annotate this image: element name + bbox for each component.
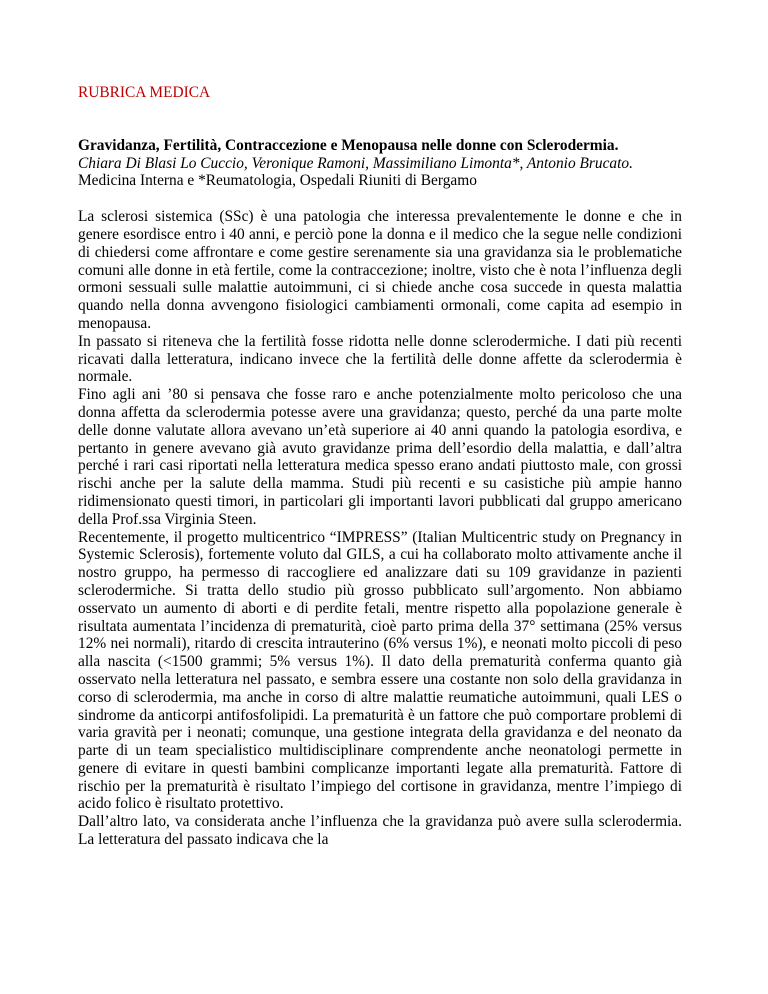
body-paragraph: In passato si riteneva che la fertilità fosse ridotta nelle donne sclerodermiche. I dati più recenti ricavati dalla letteratura, indicano invece che la fertilità delle donne affette da sclerodermia è normale.	[78, 332, 682, 386]
body-paragraph: Dall’altro lato, va considerata anche l’influenza che la gravidanza può avere sulla sclerodermia. La letteratura del passato indicava che la	[78, 813, 682, 849]
document-page	[78, 84, 682, 849]
rubric-heading: RUBRICA MEDICA	[78, 84, 211, 101]
article-body	[78, 208, 682, 849]
spacer	[78, 102, 682, 137]
body-paragraph: Fino agli ani ’80 si pensava che fosse raro e anche potenzialmente molto pericoloso che una donna affetta da sclerodermia potesse avere una gravidanza; questo, perché da una parte molte delle donne valutate allora avevano un’età superiore ai 40 anni quando la patologia esordiva, e pertanto in genere avevano già avuto gravidanze prima dell’esordio della malattia, e dall’altra perché i rari casi riportati nella letteratura medica spesso erano andati piuttosto male, con grossi rischi anche per la salute della mamma. Studi più recenti e su casistiche più ampie hanno ridimensionato questi timori, in particolari gli importanti lavori pubblicati dal gruppo americano della Prof.ssa Virginia Steen.	[78, 386, 682, 528]
spacer	[78, 190, 682, 208]
article-title: Gravidanza, Fertilità, Contraccezione e Menopausa nelle donne con Sclerodermia.	[78, 136, 619, 154]
body-paragraph: Recentemente, il progetto multicentrico “IMPRESS” (Italian Multicentric study on Pregnancy in Systemic Sclerosis), fortemente voluto dal GILS, a cui ha collaborato molto attivamente anche il nostro gruppo, ha permesso di raccogliere ed analizzare dati su 109 gravidanze in pazienti sclerodermiche. Si tratta dello studio più grosso pubblicato sull’argomento. Non abbiamo osservato un aumento di aborti e di perdite fetali, mentre rispetto alla popolazione generale è risultata aumentata l’incidenza di prematurità, cioè parto prima della 37° settimana (25% versus 12% nei normali), ritardo di crescita intrauterino (6% versus 1%), e neonati molto piccoli di peso alla nascita (<1500 grammi; 5% versus 1%). Il dato della prematurità conferma quanto già osservato nella letteratura nel passato, e sembra essere una costante non solo della gravidanza in corso di sclerodermia, ma anche in corso di altre malattie reumatiche autoimmuni, quali LES o sindrome da anticorpi antifosfolipidi. La prematurità è un fattore che può comportare problemi di varia gravità per i neonati; comunque, una gestione integrata della gravidanza e del neonato da parte di un team specialistico multidisciplinare comprendente anche neonatologi permette in genere di evitare in questi bambini complicanze importanti legate alla prematurità. Fattore di rischio per la prematurità è risultato l’impiego del cortisone in gravidanza, mentre l’impiego di acido folico è risultato protettivo.	[78, 528, 682, 813]
article-authors: Chiara Di Blasi Lo Cuccio, Veronique Ramoni, Massimiliano Limonta*, Antonio Brucato.	[78, 154, 633, 172]
body-paragraph: La sclerosi sistemica (SSc) è una patologia che interessa prevalentemente le donne e che in genere esordisce entro i 40 anni, e perciò pone la donna e il medico che la segue nelle condizioni di chiedersi come affrontare e come gestire serenamente sia una gravidanza sia le problematiche comuni alle donne in età fertile, come la contraccezione; inoltre, visto che è nota l’influenza degli ormoni sessuali sulle malattie autoimmuni, ci si chiede anche cosa succede in questa malattia quando nella donna avvengono fisiologici cambiamenti ormonali, come capita ad esempio in menopausa.	[78, 208, 682, 332]
article-affiliation: Medicina Interna e *Reumatologia, Ospedali Riuniti di Bergamo	[78, 172, 477, 190]
